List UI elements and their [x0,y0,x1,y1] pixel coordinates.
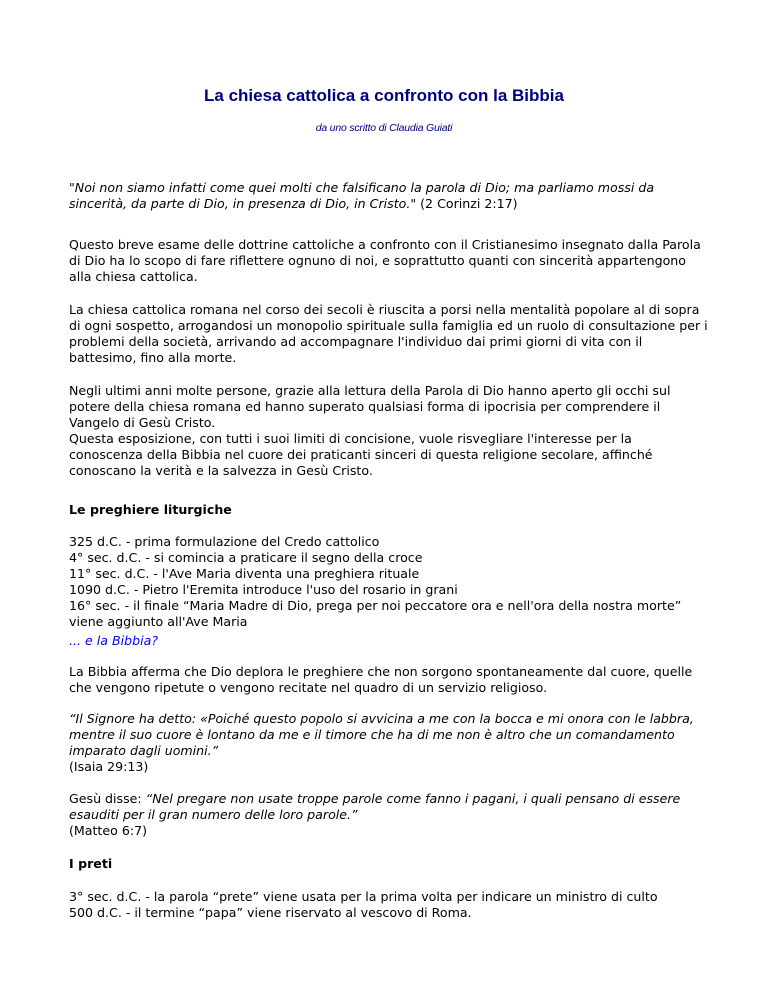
quote-isaia [69,711,709,775]
quote-matteo-prefix: Gesù disse: [69,791,146,806]
page-title: La chiesa cattolica a confronto con la Bibbia [204,86,564,105]
epigraph-quote: "Noi non siamo infatti come quei molti che falsificano la parola di Dio; ma parliamo mossi da sincerità, da parte di Dio, in presenza di Dio, in Cristo." [69,180,655,211]
intro-paragraph-4: Questa esposizione, con tutti i suoi limiti di concisione, vuole risvegliare l'interesse per la conoscenza della Bibbia nel cuore dei praticanti sinceri di questa religione secolare, affinché conoscano la verità e la salvezza in Gesù Cristo. [69,431,653,478]
timeline-item: 1090 d.C. - Pietro l'Eremita introduce l'uso del rosario in grani [69,582,458,597]
bible-link[interactable]: ... e la Bibbia? [69,633,159,648]
bible-paragraph: La Bibbia afferma che Dio deplora le preghiere che non sorgono spontaneamente dal cuore, quelle che vengono ripetute o vengono recitate nel quadro di un servizio religioso. [69,664,693,695]
page-subtitle: da uno scritto di Claudia Guiati [315,122,453,134]
quote-matteo-text: “Nel pregare non usate troppe parole come fanno i pagani, i quali pensano di essere esauditi per il gran numero delle loro parole.” [69,791,681,822]
timeline-item: 4° sec. d.C. - si comincia a praticare il segno della croce [69,550,423,565]
timeline-item: 11° sec. d.C. - l'Ave Maria diventa una preghiera rituale [69,566,420,581]
quote-matteo [69,791,709,839]
quote-isaia-text: “Il Signore ha detto: «Poiché questo popolo si avvicina a me con la bocca e mi onora con le labbra, mentre il suo cuore è lontano da me e il timore che ha di me non è altro che un comandamento imparato dagli uomini.” [69,711,694,758]
quote-isaia-reference: (Isaia 29:13) [69,759,149,774]
intro-paragraph-3: Negli ultimi anni molte persone, grazie alla lettura della Parola di Dio hanno aperto gli occhi sul potere della chiesa romana ed hanno superato qualsiasi forma di ipocrisia per comprendere il Vangelo di Gesù Cristo. [69,383,671,430]
quote-matteo-reference: (Matteo 6:7) [69,823,148,838]
timeline-item: 3° sec. d.C. - la parola “prete” viene usata per la prima volta per indicare un ministro di culto [69,889,658,904]
section-heading-preti: I preti [69,856,113,871]
section-heading-preghiere: Le preghiere liturgiche [69,502,232,517]
intro-paragraph-1: Questo breve esame delle dottrine cattoliche a confronto con il Cristianesimo insegnato dalla Parola di Dio ha lo scopo di fare riflettere ognuno di noi, e soprattutto quanti con sincerità appartengono alla chiesa cattolica. [69,237,701,284]
intro-paragraph-2: La chiesa cattolica romana nel corso dei secoli è riuscita a porsi nella mentalità popolare al di sopra di ogni sospetto, arrogandosi un monopolio spirituale sulla famiglia ed un ruolo di consultazione per i problemi della società, arrivando ad accompagnare l'individuo dai primi giorni di vita con il battesimo, fino alla morte. [69,302,708,365]
epigraph [69,180,709,212]
timeline-preghiere [69,534,709,630]
timeline-item: 16° sec. - il finale “Maria Madre di Dio, prega per noi peccatore ora e nell'ora della nostra morte” viene aggiunto all'Ave Maria [69,598,682,629]
timeline-preti [69,889,749,921]
timeline-item: 500 d.C. - il termine “papa” viene riservato al vescovo di Roma. [69,905,472,920]
epigraph-reference: (2 Corinzi 2:17) [416,196,518,211]
timeline-item: 325 d.C. - prima formulazione del Credo cattolico [69,534,380,549]
